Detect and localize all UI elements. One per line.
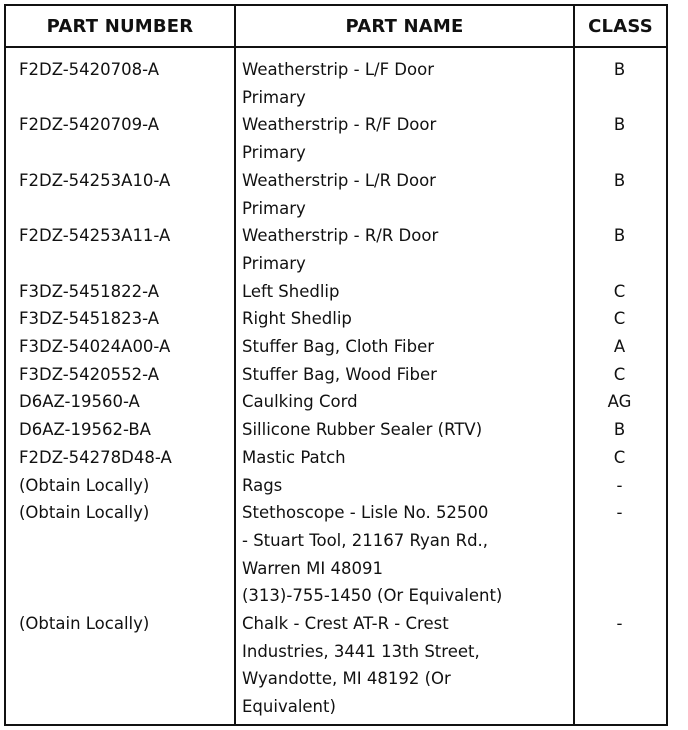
part-number-cell: F3DZ-5420552-A — [19, 364, 160, 384]
header-part-name: PART NAME — [345, 15, 464, 37]
table-row — [6, 361, 666, 389]
class-cell: A — [613, 337, 626, 357]
part-name-line: (313)-755-1450 (Or Equivalent) — [242, 586, 503, 606]
part-name-line: Rags — [242, 475, 283, 495]
part-name-line: Weatherstrip - L/F Door — [242, 60, 434, 79]
part-name-cell — [236, 56, 573, 111]
class-cell: - — [616, 614, 623, 634]
table-row — [6, 305, 666, 333]
part-name-cell — [236, 444, 573, 472]
class-cell: B — [613, 60, 626, 79]
part-name-line: Industries, 3441 13th Street, — [242, 641, 480, 661]
table-row — [6, 416, 666, 444]
parts-table — [4, 4, 668, 726]
table-row — [6, 167, 666, 222]
part-number-cell: F2DZ-5420708-A — [19, 60, 160, 79]
part-name-line: Primary — [242, 253, 306, 273]
class-cell: B — [613, 170, 626, 190]
part-number-cell: F2DZ-54278D48-A — [19, 447, 172, 467]
part-name-cell — [236, 388, 573, 416]
table-row — [6, 56, 666, 111]
part-name-line: Equivalent) — [242, 697, 336, 717]
part-name-cell — [236, 499, 573, 610]
class-cell: C — [613, 364, 626, 384]
part-name-line: Weatherstrip - R/R Door — [242, 226, 439, 246]
class-cell: B — [613, 115, 626, 135]
table-body — [6, 56, 666, 721]
header-class: CLASS — [588, 15, 653, 37]
class-cell: B — [613, 420, 626, 440]
part-name-cell — [236, 305, 573, 333]
part-name-cell — [236, 111, 573, 166]
part-name-line: Stuffer Bag, Wood Fiber — [242, 364, 437, 384]
part-name-line: Sillicone Rubber Sealer (RTV) — [242, 420, 483, 440]
part-name-cell — [236, 416, 573, 444]
table-row — [6, 222, 666, 277]
part-number-cell: (Obtain Locally) — [19, 614, 150, 634]
part-number-cell: F3DZ-54024A00-A — [19, 337, 171, 357]
part-number-cell: F2DZ-5420709-A — [19, 115, 160, 135]
part-name-line: Wyandotte, MI 48192 (Or — [242, 669, 451, 689]
table-row — [6, 444, 666, 472]
part-name-line: Stuffer Bag, Cloth Fiber — [242, 337, 434, 357]
part-number-cell: (Obtain Locally) — [19, 503, 150, 523]
class-cell: AG — [607, 392, 632, 412]
table-row — [6, 499, 666, 610]
part-name-line: Stethoscope - Lisle No. 52500 — [242, 503, 489, 523]
part-number-cell: F2DZ-54253A10-A — [19, 170, 171, 190]
table-row — [6, 333, 666, 361]
table-row — [6, 472, 666, 500]
part-number-cell: (Obtain Locally) — [19, 475, 150, 495]
part-name-line: Chalk - Crest AT-R - Crest — [242, 614, 449, 634]
part-name-cell — [236, 222, 573, 277]
part-name-line: Caulking Cord — [242, 392, 358, 412]
part-name-line: Primary — [242, 198, 306, 218]
part-name-line: Weatherstrip - L/R Door — [242, 170, 436, 190]
class-cell: C — [613, 309, 626, 329]
part-name-cell — [236, 361, 573, 389]
part-name-line: Primary — [242, 87, 306, 107]
class-cell: C — [613, 281, 626, 301]
part-name-line: Primary — [242, 143, 306, 163]
class-cell: - — [616, 503, 623, 523]
part-name-cell — [236, 167, 573, 222]
part-name-line: Right Shedlip — [242, 309, 352, 329]
table-row — [6, 388, 666, 416]
part-number-cell: F3DZ-5451823-A — [19, 309, 160, 329]
part-name-cell — [236, 278, 573, 306]
class-cell: - — [616, 475, 623, 495]
part-name-cell — [236, 610, 573, 721]
part-name-line: Mastic Patch — [242, 447, 346, 467]
table-row — [6, 610, 666, 721]
part-name-line: Left Shedlip — [242, 281, 340, 301]
class-cell: C — [613, 447, 626, 467]
part-number-cell: F2DZ-54253A11-A — [19, 226, 171, 246]
table-row — [6, 111, 666, 166]
part-name-line: Warren MI 48091 — [242, 558, 383, 578]
class-cell: B — [613, 226, 626, 246]
part-name-line: Weatherstrip - R/F Door — [242, 115, 437, 135]
part-number-cell: F3DZ-5451822-A — [19, 281, 160, 301]
part-number-cell: D6AZ-19560-A — [19, 392, 140, 412]
part-name-cell — [236, 472, 573, 500]
part-name-line: - Stuart Tool, 21167 Ryan Rd., — [242, 530, 489, 550]
part-name-cell — [236, 333, 573, 361]
table-row — [6, 278, 666, 306]
header-part-number: PART NUMBER — [46, 15, 194, 37]
part-number-cell: D6AZ-19562-BA — [19, 420, 151, 440]
header-divider — [6, 46, 666, 48]
